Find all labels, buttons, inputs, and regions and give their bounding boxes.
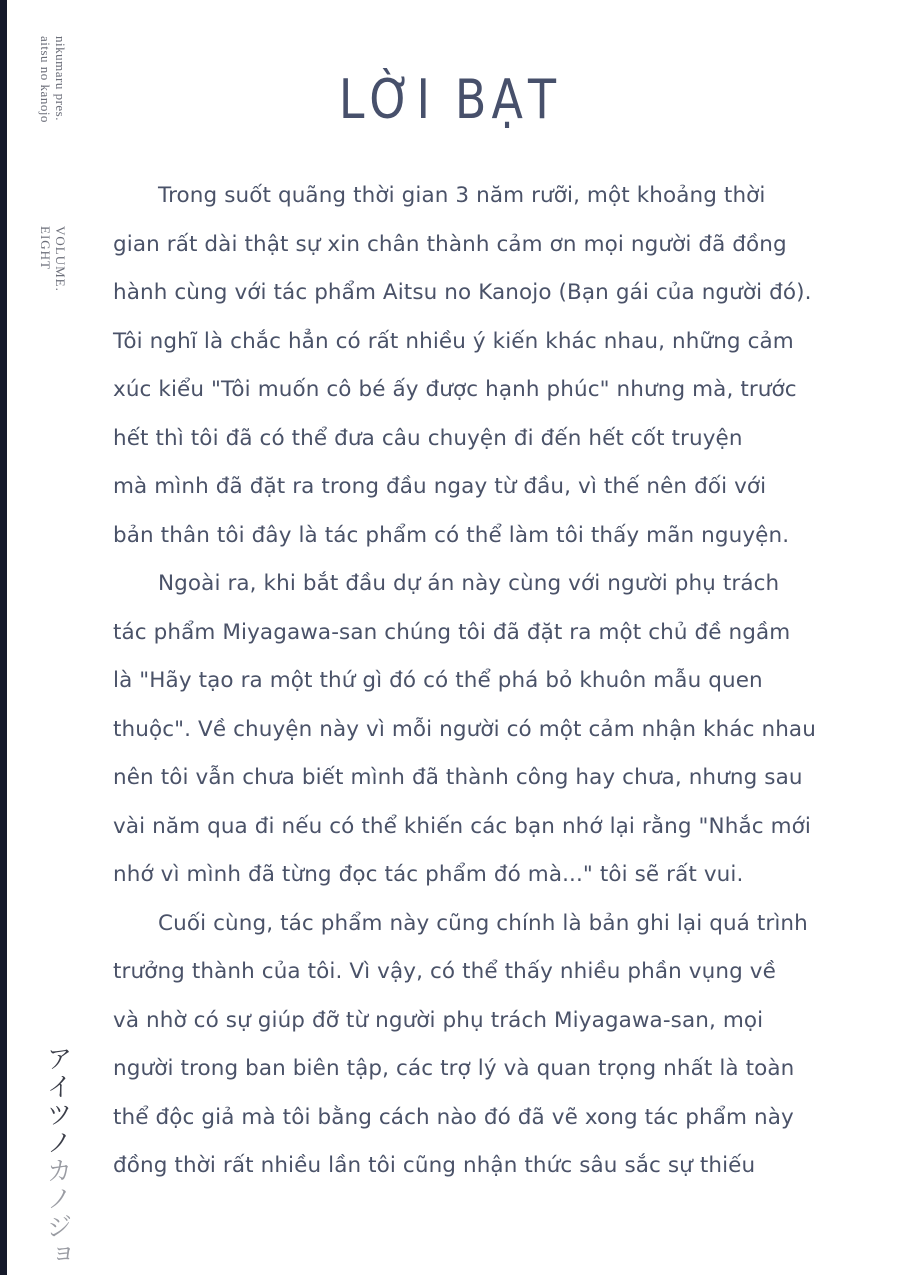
text-line: nhớ vì mình đã từng đọc tác phẩm đó mà..." tôi sẽ rất vui. xyxy=(113,862,744,887)
japanese-title-light: カノジョ xyxy=(42,1157,72,1269)
text-line: thuộc". Về chuyện này vì mỗi người có một cảm nhận khác nhau xyxy=(113,716,816,742)
text-line: là "Hãy tạo ra một thứ gì đó có thể phá bỏ khuôn mẫu quen xyxy=(113,668,763,693)
text-line: vài năm qua đi nếu có thể khiến các bạn nhớ lại rằng "Nhắc mới xyxy=(113,813,811,839)
text-line: Ngoài ra, khi bắt đầu dự án này cùng với người phụ trách xyxy=(158,571,780,596)
side-volume xyxy=(38,226,68,292)
page-title: LỜI BẠT xyxy=(338,68,562,131)
text-line: Trong suốt quãng thời gian 3 năm rưỡi, một khoảng thời xyxy=(158,183,766,208)
text-line: người trong ban biên tập, các trợ lý và quan trọng nhất là toàn xyxy=(113,1056,795,1081)
text-line: Tôi nghĩ là chắc hẳn có rất nhiều ý kiến khác nhau, những cảm xyxy=(113,328,794,354)
japanese-title xyxy=(40,1045,72,1269)
text-line: gian rất dài thật sự xin chân thành cảm ơn mọi người đã đồng xyxy=(113,231,787,257)
text-line: bản thân tôi đây là tác phẩm có thể làm tôi thấy mãn nguyện. xyxy=(113,522,790,548)
text-line: tác phẩm Miyagawa-san chúng tôi đã đặt ra một chủ đề ngầm xyxy=(113,619,791,645)
text-line: Cuối cùng, tác phẩm này cũng chính là bản ghi lại quá trình xyxy=(158,910,808,936)
side-credit xyxy=(38,36,68,123)
text-line: nên tôi vẫn chưa biết mình đã thành công hay chưa, nhưng sau xyxy=(113,765,803,790)
japanese-title-dark: アイツノ xyxy=(42,1045,72,1157)
spine-edge xyxy=(0,0,7,1275)
text-line: trưởng thành của tôi. Vì vậy, có thể thấy nhiều phần vụng về xyxy=(113,959,776,984)
text-line: mà mình đã đặt ra trong đầu ngay từ đầu, vì thế nên đối với xyxy=(113,474,767,499)
text-line: xúc kiểu "Tôi muốn cô bé ấy được hạnh phúc" nhưng mà, trước xyxy=(113,377,797,402)
text-line: đồng thời rất nhiều lần tôi cũng nhận thức sâu sắc sự thiếu xyxy=(113,1153,756,1178)
text-line: hết thì tôi đã có thể đưa câu chuyện đi đến hết cốt truyện xyxy=(113,425,743,451)
text-line: thể độc giả mà tôi bằng cách nào đó đã vẽ xong tác phẩm này xyxy=(113,1104,794,1130)
text-line: và nhờ có sự giúp đỡ từ người phụ trách Miyagawa-san, mọi xyxy=(113,1007,764,1033)
afterword-body xyxy=(113,172,863,1191)
text-line: hành cùng với tác phẩm Aitsu no Kanojo (Bạn gái của người đó). xyxy=(113,280,812,305)
credit-author: nikumaru pres. xyxy=(53,36,68,121)
volume-label: VOLUME. xyxy=(53,226,68,292)
volume-number: EIGHT xyxy=(38,226,53,270)
credit-series: aitsu no kanojo xyxy=(38,36,53,123)
